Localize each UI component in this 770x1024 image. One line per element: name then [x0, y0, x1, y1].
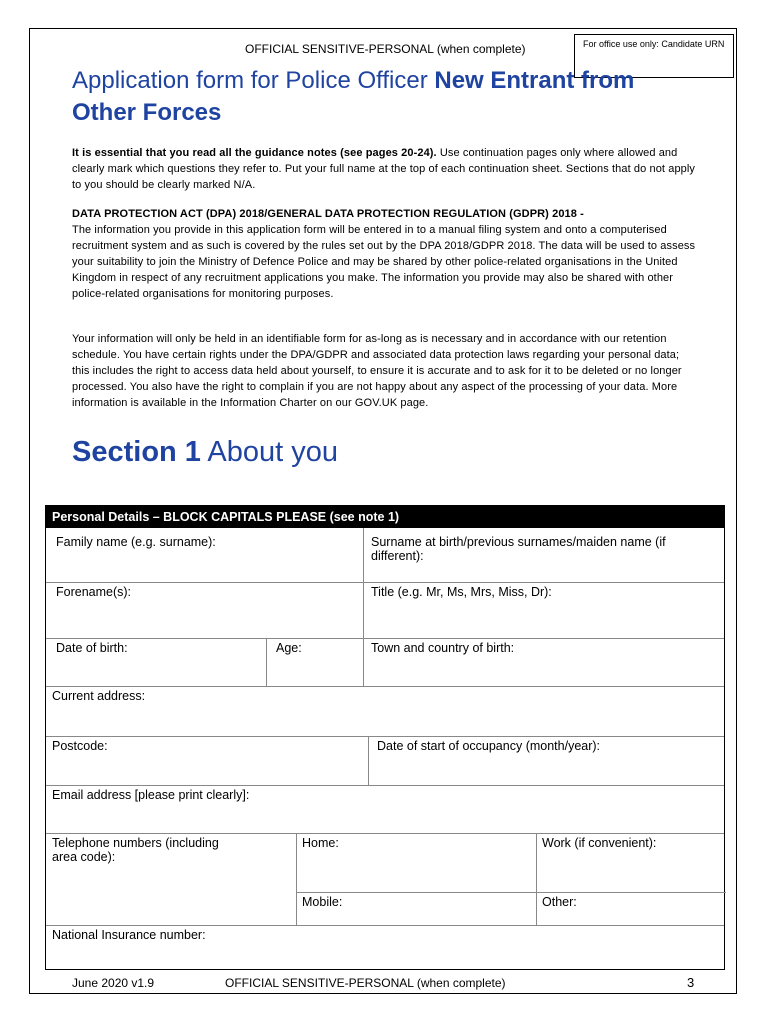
section-title: About you [200, 436, 338, 468]
family-name-field[interactable]: Family name (e.g. surname): [56, 535, 216, 549]
row-divider [46, 736, 724, 737]
header-security-marking: OFFICIAL SENSITIVE-PERSONAL (when complete) [245, 42, 526, 56]
postcode-field[interactable]: Postcode: [52, 739, 108, 753]
home-phone-field[interactable]: Home: [302, 836, 339, 850]
retention-paragraph: Your information will only be held in an identifiable form for as-long as is necessary and in accordance with our retention schedule. You have certain rights under the DPA/GDPR and associated data protection laws regarding your personal data; this includes the right to access data held about yourself, to ensure it is accurate and to ask for it to be deleted or no longer processed. You also have the right to complain if you are not happy about any aspect of the processing of your data. More information is available in the Information Charter on our GOV.UK page. [72, 333, 682, 409]
intro-text: Use continuation pages only where allowed and clearly mark which questions they refer to. Put your full name at the top of each continuation sheet. Sections that do not apply to you should be clearly marked N/A. [72, 147, 696, 191]
col-divider [296, 833, 297, 925]
other-phone-field[interactable]: Other: [542, 895, 577, 909]
row-divider [46, 785, 724, 786]
section-heading [72, 436, 338, 469]
intro-bold: It is essential that you read all the guidance notes (see pages 20-24). [72, 147, 437, 159]
forenames-field[interactable]: Forename(s): [56, 585, 132, 599]
title-field[interactable]: Title (e.g. Mr, Ms, Mrs, Miss, Dr): [371, 585, 552, 599]
occupancy-date-field[interactable]: Date of start of occupancy (month/year): [377, 739, 601, 753]
surname-at-birth-field[interactable]: Surname at birth/previous surnames/maiden name (if different): [371, 535, 666, 563]
page-number: 3 [687, 975, 695, 990]
page-title [72, 65, 692, 129]
dpa-heading: DATA PROTECTION ACT (DPA) 2018/GENERAL DATA PROTECTION REGULATION (GDPR) 2018 - [72, 208, 584, 220]
intro-paragraph [72, 145, 697, 193]
title-normal: Application form for Police Officer [72, 67, 435, 94]
dpa-text: The information you provide in this application form will be entered in to a manual filing system and onto a computerised recruitment system and as such is covered by the rules set out by the DPA 2018/GDPR 2018. The data will be used to assess your suitability to join the Ministry of Defence Police and may be shared by other police-related organisations in the United Kingdom in respect of any recruitment applications you make. The information you provide may also be shared with other police-related organisations for monitoring purposes. [72, 224, 696, 300]
birthplace-field[interactable]: Town and country of birth: [371, 641, 515, 655]
footer-security-marking: OFFICIAL SENSITIVE-PERSONAL (when complete) [225, 976, 506, 990]
form-header: Personal Details – BLOCK CAPITALS PLEASE (see note 1) [46, 506, 724, 528]
row-divider [46, 582, 724, 583]
current-address-field[interactable]: Current address: [52, 689, 146, 703]
title-bold: New Entrant from Other Forces [72, 67, 635, 126]
row-divider [46, 833, 724, 834]
row-divider [46, 686, 724, 687]
col-divider [266, 638, 267, 686]
dob-field[interactable]: Date of birth: [56, 641, 128, 655]
row-divider [296, 892, 726, 893]
email-field[interactable]: Email address [please print clearly]: [52, 788, 250, 802]
row-divider [46, 925, 724, 926]
work-phone-field[interactable]: Work (if convenient): [542, 836, 657, 850]
section-number: Section 1 [72, 436, 201, 468]
ni-number-field[interactable]: National Insurance number: [52, 928, 206, 942]
dpa-paragraph [72, 206, 697, 302]
col-divider [536, 833, 537, 925]
col-divider [363, 528, 364, 686]
footer-version-date: June 2020 v1.9 [72, 976, 155, 990]
row-divider [46, 638, 724, 639]
mobile-phone-field[interactable]: Mobile: [302, 895, 343, 909]
col-divider [368, 736, 369, 785]
personal-details-form [45, 505, 725, 970]
age-field[interactable]: Age: [276, 641, 302, 655]
office-use-label: For office use only: Candidate URN [583, 39, 725, 49]
telephone-label: Telephone numbers (including area code): [52, 836, 219, 864]
